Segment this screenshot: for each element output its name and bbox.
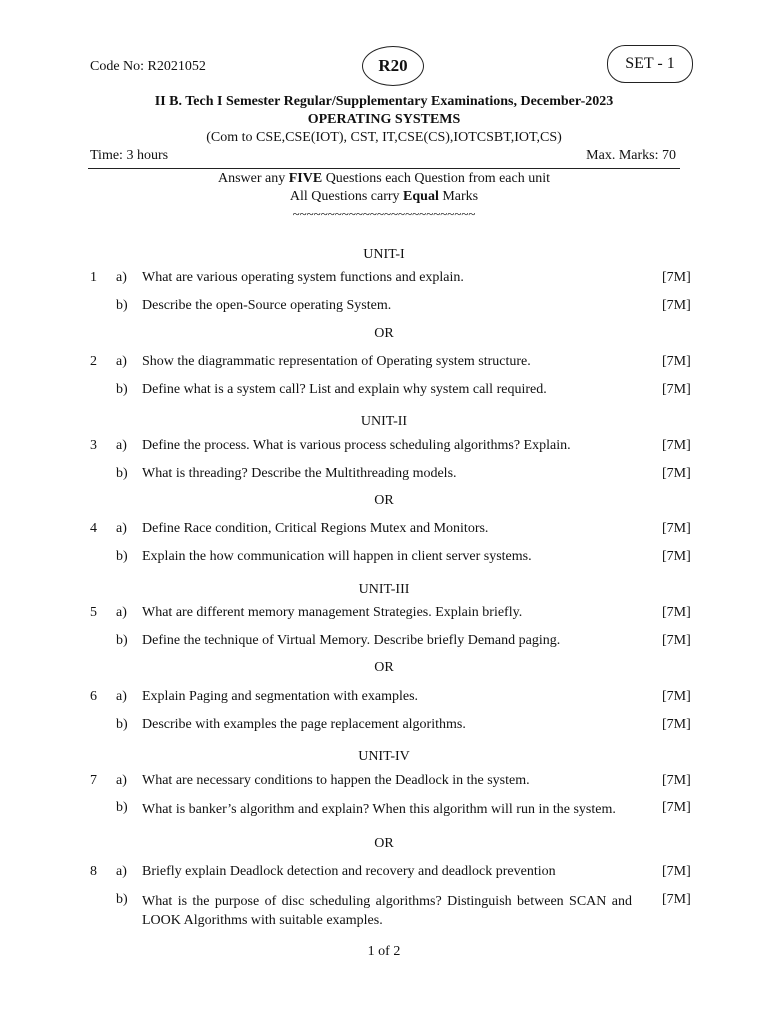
branches: (Com to CSE,CSE(IOT), CST, IT,CSE(CS),IOTCSBT,IOT,CS) — [206, 130, 562, 145]
question-number: 2 — [90, 354, 97, 369]
part-label: b) — [116, 382, 128, 397]
part-label: b) — [116, 633, 128, 648]
question-marks: [7M] — [662, 773, 691, 788]
part-label: b) — [116, 800, 128, 815]
question-marks: [7M] — [662, 892, 691, 907]
question-text: Define the technique of Virtual Memory. Describe briefly Demand paging. — [142, 633, 561, 648]
question-text: Define the process. What is various process scheduling algorithms? Explain. — [142, 438, 571, 453]
max-marks: Max. Marks: 70 — [586, 148, 676, 163]
question-marks: [7M] — [662, 298, 691, 313]
part-label: a) — [116, 521, 127, 536]
exam-title: II B. Tech I Semester Regular/Supplementary Examinations, December-2023 — [154, 94, 614, 109]
instruction-line-2 — [0, 189, 768, 205]
page-number: 1 of 2 — [367, 944, 401, 959]
part-label: b) — [116, 717, 128, 732]
question-marks: [7M] — [662, 270, 691, 285]
part-label: a) — [116, 270, 127, 285]
question-text: Describe with examples the page replacement algorithms. — [142, 717, 466, 732]
instruction-divider: ~~~~~~~~~~~~~~~~~~~~~~~~~~ — [292, 206, 476, 221]
question-text: What are necessary conditions to happen the Deadlock in the system. — [142, 773, 530, 788]
question-text: What are various operating system functions and explain. — [142, 270, 464, 285]
question-marks: [7M] — [662, 689, 691, 704]
part-label: a) — [116, 605, 127, 620]
unit-heading: UNIT-III — [358, 582, 410, 597]
question-text: Briefly explain Deadlock detection and recovery and deadlock prevention — [142, 864, 556, 879]
part-label: b) — [116, 298, 128, 313]
regulation-badge: R20 — [362, 46, 424, 86]
part-label: a) — [116, 864, 127, 879]
set-badge: SET - 1 — [607, 45, 693, 83]
question-text: Define what is a system call? List and explain why system call required. — [142, 382, 547, 397]
code-number: Code No: R2021052 — [90, 59, 206, 74]
question-number: 5 — [90, 605, 97, 620]
question-number: 7 — [90, 773, 97, 788]
unit-heading: UNIT-II — [360, 414, 408, 429]
part-label: a) — [116, 773, 127, 788]
or-separator: OR — [374, 836, 394, 851]
or-separator: OR — [374, 660, 394, 675]
question-text: What is the purpose of disc scheduling algorithms? Distinguish between SCAN and LOOK Algorithms with suitable examples. — [142, 894, 632, 928]
instruction-text: Questions each Question from each unit — [322, 171, 551, 186]
exam-time: Time: 3 hours — [90, 148, 169, 163]
instruction-line-1 — [0, 171, 768, 187]
question-marks: [7M] — [662, 864, 691, 879]
unit-heading: UNIT-I — [363, 247, 405, 262]
question-text: Explain the how communication will happen in client server systems. — [142, 549, 532, 564]
question-marks: [7M] — [662, 466, 691, 481]
header-rule — [88, 168, 680, 169]
question-text: Show the diagrammatic representation of Operating system structure. — [142, 354, 531, 369]
or-separator: OR — [374, 326, 394, 341]
question-text: Describe the open-Source operating System. — [142, 298, 392, 313]
part-label: b) — [116, 892, 128, 907]
part-label: a) — [116, 438, 127, 453]
question-marks: [7M] — [662, 605, 691, 620]
instruction-text: Answer any — [217, 171, 289, 186]
question-text: Explain Paging and segmentation with examples. — [142, 689, 419, 704]
question-marks: [7M] — [662, 549, 691, 564]
question-number: 8 — [90, 864, 97, 879]
question-marks: [7M] — [662, 382, 691, 397]
unit-heading: UNIT-IV — [358, 749, 410, 764]
instruction-emphasis: FIVE — [288, 171, 323, 186]
question-marks: [7M] — [662, 633, 691, 648]
question-number: 4 — [90, 521, 97, 536]
question-marks: [7M] — [662, 521, 691, 536]
subject-title: OPERATING SYSTEMS — [307, 112, 461, 127]
instruction-emphasis: Equal — [403, 189, 439, 204]
question-text: Define Race condition, Critical Regions Mutex and Monitors. — [142, 521, 489, 536]
part-label: b) — [116, 466, 128, 481]
part-label: a) — [116, 354, 127, 369]
question-number: 6 — [90, 689, 97, 704]
question-text: What are different memory management Strategies. Explain briefly. — [142, 605, 523, 620]
question-marks: [7M] — [662, 717, 691, 732]
question-text: What is banker’s algorithm and explain? When this algorithm will run in the system. — [142, 802, 616, 817]
instruction-text: Marks — [438, 189, 479, 204]
question-marks: [7M] — [662, 438, 691, 453]
or-separator: OR — [374, 493, 394, 508]
part-label: a) — [116, 689, 127, 704]
question-marks: [7M] — [662, 354, 691, 369]
question-marks: [7M] — [662, 800, 691, 815]
question-number: 3 — [90, 438, 97, 453]
instruction-text: All Questions carry — [289, 189, 404, 204]
question-number: 1 — [90, 270, 97, 285]
part-label: b) — [116, 549, 128, 564]
question-text: What is threading? Describe the Multithreading models. — [142, 466, 457, 481]
